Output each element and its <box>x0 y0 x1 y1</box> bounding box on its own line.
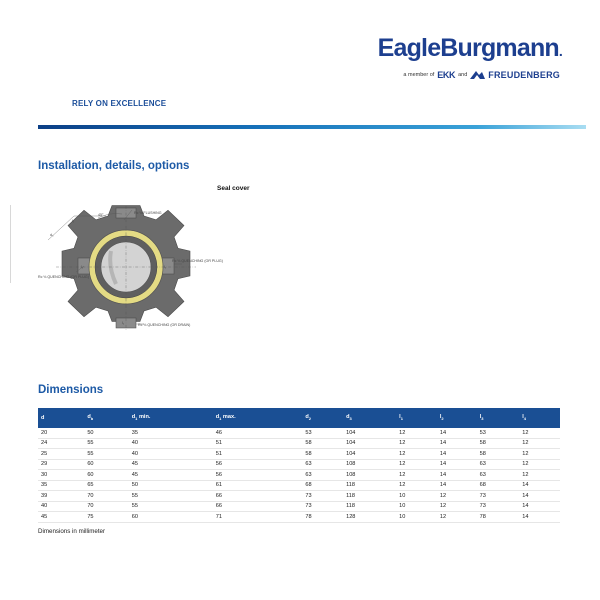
table-row <box>38 512 560 523</box>
table-row <box>38 428 560 438</box>
table-cell: 60 <box>129 512 213 523</box>
table-cell: 60 <box>84 470 128 481</box>
header-main: l <box>522 414 524 421</box>
table-cell: 24 <box>38 438 84 449</box>
table-cell: 40 <box>129 449 213 460</box>
table-cell: 35 <box>129 428 213 438</box>
table-cell: 66 <box>213 501 303 512</box>
table-row <box>38 459 560 470</box>
table-cell: 12 <box>519 428 560 438</box>
table-cell: 12 <box>396 470 437 481</box>
table-cell: 63 <box>302 459 343 470</box>
header-main: l <box>439 414 442 421</box>
table-cell: 45 <box>129 470 213 481</box>
header-suffix: min. <box>137 414 151 421</box>
table-cell: 35 <box>38 480 84 491</box>
table-cell: 104 <box>343 449 396 460</box>
dimensions-table <box>38 408 560 523</box>
header-suffix: max. <box>221 414 236 421</box>
header-sub: 1 <box>135 416 138 422</box>
table-cell: 12 <box>396 428 437 438</box>
table-cell: 104 <box>343 438 396 449</box>
column-header <box>437 408 477 428</box>
table-cell: 45 <box>38 512 84 523</box>
table-cell: 60 <box>84 459 128 470</box>
table-cell: 73 <box>477 491 520 502</box>
column-header <box>302 408 343 428</box>
table-cell: 61 <box>213 480 303 491</box>
drain-callout: Rc ⅛ QUENCHING (OR DRAIN) <box>138 323 191 327</box>
table-cell: 75 <box>84 512 128 523</box>
column-header <box>38 408 84 428</box>
table-cell: 14 <box>437 459 477 470</box>
table-cell: 53 <box>477 428 520 438</box>
tagline: RELY ON EXCELLENCE <box>72 99 167 108</box>
table-cell: 73 <box>302 501 343 512</box>
table-cell: 12 <box>437 512 477 523</box>
table-cell: 29 <box>38 459 84 470</box>
header-sub: b <box>90 416 94 422</box>
table-cell: 14 <box>519 501 560 512</box>
table-cell: 14 <box>437 470 477 481</box>
table-cell: 10 <box>396 512 437 523</box>
table-row <box>38 501 560 512</box>
table-cell: 65 <box>84 480 128 491</box>
table-cell: 14 <box>519 480 560 491</box>
table-cell: 30 <box>38 470 84 481</box>
table-cell: 70 <box>84 501 128 512</box>
table-cell: 14 <box>437 438 477 449</box>
units-note: Dimensions in millimeter <box>38 528 106 535</box>
table-cell: 104 <box>343 428 396 438</box>
flushing-callout: Rc ⅛ FLUSHING <box>134 211 162 215</box>
header-main: l <box>479 414 482 421</box>
table-body <box>38 428 560 522</box>
hub-bottom-label: l₂ <box>122 321 125 325</box>
header-sub: 1 <box>219 416 222 422</box>
table-cell: 40 <box>38 501 84 512</box>
table-cell: 46 <box>213 428 303 438</box>
column-header <box>343 408 396 428</box>
table-cell: 40 <box>129 438 213 449</box>
header-sub: 4 <box>523 416 526 422</box>
table-cell: 12 <box>437 491 477 502</box>
table-cell: 58 <box>477 438 520 449</box>
header-main: d <box>131 414 136 421</box>
table-cell: 63 <box>477 459 520 470</box>
header-main: d <box>215 414 220 421</box>
table-cell: 12 <box>519 449 560 460</box>
table-cell: 12 <box>396 459 437 470</box>
header-main: d <box>305 414 309 421</box>
l1-label: l₁ <box>72 219 75 223</box>
table-cell: 118 <box>343 501 396 512</box>
table-cell: 118 <box>343 491 396 502</box>
header-sub: 3 <box>349 416 352 422</box>
seal-cover-drawing <box>36 206 223 330</box>
drawing-title: Seal cover <box>217 185 250 192</box>
header-sub: 2 <box>308 416 312 422</box>
table-cell: 50 <box>84 428 128 438</box>
table-cell: 58 <box>477 449 520 460</box>
table-cell: 78 <box>302 512 343 523</box>
table-row <box>38 470 560 481</box>
brand-logo[interactable] <box>378 34 562 65</box>
table-cell: 108 <box>343 459 396 470</box>
header-main: d <box>41 415 45 421</box>
table-cell: 73 <box>302 491 343 502</box>
column-header <box>396 408 437 428</box>
table-cell: 55 <box>129 501 213 512</box>
table-cell: 56 <box>213 470 303 481</box>
member-prefix: a member of <box>403 72 435 78</box>
table-cell: 68 <box>477 480 520 491</box>
freudenberg-name: FREUDENBERG <box>488 70 560 80</box>
table-cell: 14 <box>437 449 477 460</box>
ekk-logo: EKK <box>437 70 456 80</box>
table-cell: 12 <box>396 480 437 491</box>
table-cell: 39 <box>38 491 84 502</box>
header-divider <box>38 125 586 129</box>
table-cell: 51 <box>213 438 303 449</box>
table-cell: 68 <box>302 480 343 491</box>
member-and: and <box>458 72 468 78</box>
table-cell: 56 <box>213 459 303 470</box>
table-cell: 66 <box>213 491 303 502</box>
table-cell: 53 <box>302 428 343 438</box>
table-cell: 108 <box>343 470 396 481</box>
table-cell: 55 <box>129 491 213 502</box>
table-cell: 14 <box>519 512 560 523</box>
table-row <box>38 491 560 502</box>
table-cell: 14 <box>437 480 477 491</box>
table-cell: 10 <box>396 501 437 512</box>
header-sub: 3 <box>481 416 484 422</box>
angle-label: 45° <box>98 213 104 217</box>
table-cell: 70 <box>84 491 128 502</box>
table-cell: 20 <box>38 428 84 438</box>
column-header <box>477 408 520 428</box>
header-main: d <box>346 414 350 421</box>
header-main: l <box>399 414 401 421</box>
freudenberg-logo-icon <box>470 71 485 79</box>
table-cell: 12 <box>396 438 437 449</box>
table-cell: 45 <box>129 459 213 470</box>
table-cell: 12 <box>396 449 437 460</box>
table-cell: 25 <box>38 449 84 460</box>
table-cell: 50 <box>129 480 213 491</box>
table-cell: 12 <box>519 438 560 449</box>
header-sub: 1 <box>400 416 403 422</box>
table-cell: 73 <box>477 501 520 512</box>
table-cell: 71 <box>213 512 303 523</box>
dimensions-title: Dimensions <box>38 384 104 396</box>
header-main: d <box>87 414 91 421</box>
table-header-row <box>38 408 560 428</box>
column-header <box>213 408 303 428</box>
table-cell: 14 <box>519 491 560 502</box>
table-cell: 55 <box>84 449 128 460</box>
quenching-left-callout: Rc ⅛ QUENCHING (OR PLUG) <box>38 275 89 279</box>
table-cell: 14 <box>437 428 477 438</box>
table-row <box>38 438 560 449</box>
table-cell: 10 <box>396 491 437 502</box>
d3-label: d₃ <box>50 233 54 237</box>
column-header <box>519 408 560 428</box>
hub-right-label: l₃ <box>164 265 167 269</box>
table-cell: 55 <box>84 438 128 449</box>
table-cell: 12 <box>437 501 477 512</box>
table-cell: 78 <box>477 512 520 523</box>
quenching-right-callout: Rc ⅛ QUENCHING (OR PLUG) <box>172 259 223 263</box>
header-sub: 2 <box>441 416 444 422</box>
margin-line <box>10 205 11 283</box>
column-header <box>84 408 128 428</box>
table-cell: 58 <box>302 438 343 449</box>
member-line <box>403 70 560 80</box>
table-row <box>38 449 560 460</box>
table-cell: 58 <box>302 449 343 460</box>
column-header <box>129 408 213 428</box>
table-cell: 51 <box>213 449 303 460</box>
table-cell: 63 <box>302 470 343 481</box>
table-cell: 128 <box>343 512 396 523</box>
table-cell: 12 <box>519 470 560 481</box>
hub-left-label: l₂ <box>81 265 84 269</box>
table-row <box>38 480 560 491</box>
installation-title: Installation, details, options <box>38 160 190 172</box>
table-cell: 63 <box>477 470 520 481</box>
brand-name: EagleBurgmann. <box>377 34 562 62</box>
table-cell: 118 <box>343 480 396 491</box>
table-cell: 12 <box>519 459 560 470</box>
